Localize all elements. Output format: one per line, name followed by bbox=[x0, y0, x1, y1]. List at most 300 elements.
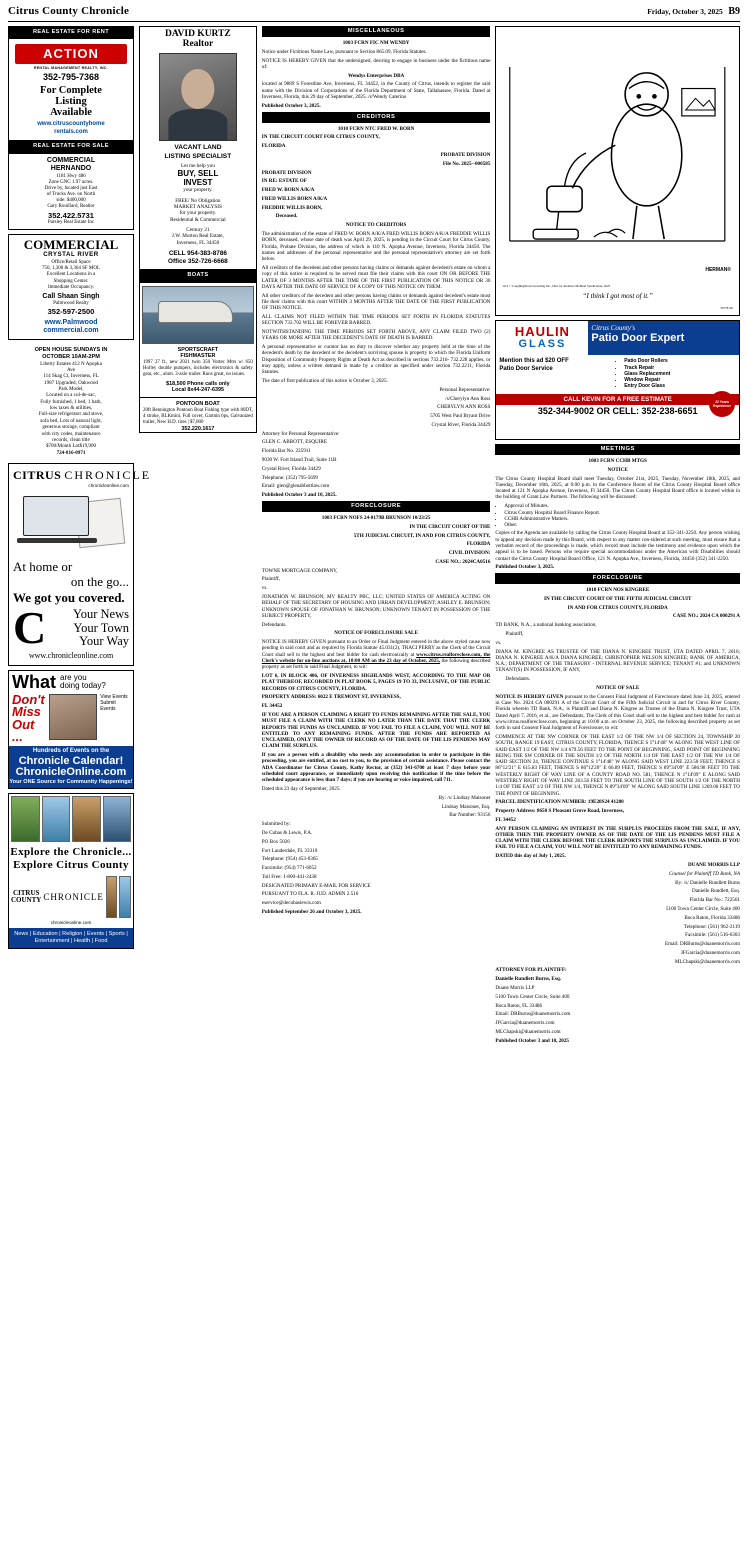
glass-logo bbox=[496, 321, 588, 355]
column-1 bbox=[8, 26, 152, 1046]
cred-p3: All other creditors of the decedent and other persons having claims or demands against decedent's estate must file their claims with this court WITHIN 3 MONTHS AFTER THE DATE OF THE FIRST PUBLICATION OF THIS NOTICE. bbox=[261, 292, 491, 312]
action-url-line-1[interactable]: www.citruscountyhome bbox=[37, 121, 105, 128]
fc3-defendants-label: Defendants. bbox=[261, 621, 287, 628]
ad-commercial-hernando[interactable] bbox=[8, 153, 134, 230]
ad-haulin-glass[interactable] bbox=[495, 320, 740, 440]
fc4-title: NOTICE OF SALE bbox=[596, 685, 640, 691]
fc4-atty-addr2: Boca Raton, FL 33486 bbox=[495, 1002, 543, 1009]
fc4-address-2: FL 34452 bbox=[495, 816, 516, 823]
explore-bottom bbox=[9, 874, 133, 920]
fc4-sig-7: Facsimile: (561) 516-6303 bbox=[685, 932, 740, 939]
what-bullets bbox=[100, 694, 130, 712]
mtg-published: Published October 3, 2025. bbox=[495, 564, 555, 571]
laptop-base bbox=[17, 538, 97, 543]
cred-pr-sig: /s/Cherylyn Ann Ross bbox=[445, 395, 491, 402]
fc4-sig-1: By: /s/ Danielle Rundlett Burns bbox=[675, 879, 740, 886]
fic-published: Published October 3, 2025. bbox=[261, 102, 321, 109]
ch-title-2: HERNANDO bbox=[50, 165, 92, 173]
kurtz-free-4: Residential & Commercial bbox=[170, 216, 226, 223]
cred-division: PROBATE DIVISION bbox=[440, 152, 491, 158]
fc4-address-1: Property Address: 8650 S Pleasant Grove Road, Inverness, bbox=[495, 808, 625, 815]
mtg-bullets bbox=[504, 503, 740, 528]
column-2 bbox=[139, 26, 257, 1046]
ad-david-kurtz-realtor[interactable] bbox=[139, 26, 257, 270]
fic-business-name: Wendys Enterprises DBA bbox=[347, 72, 405, 79]
cred-published: Published October 3 and 10, 2025. bbox=[261, 492, 337, 499]
ch-line-4: of Trucks Ave. on North bbox=[46, 192, 96, 198]
glass-body bbox=[496, 355, 739, 393]
action-line-2: Listing bbox=[55, 96, 87, 108]
cred-p7: The date of first publication of this notice is October 3, 2025. bbox=[261, 377, 388, 384]
explore-url[interactable]: chronicleonline.com bbox=[50, 920, 92, 926]
fc4-vs: vs. bbox=[495, 639, 502, 646]
comic-herman bbox=[495, 26, 740, 316]
section-foreclosure-col3: FORECLOSURE bbox=[262, 501, 491, 512]
oh-line: records, clean title bbox=[52, 436, 90, 443]
kurtz-vacant-2: LISTING SPECIALIST bbox=[164, 153, 232, 161]
explore-nav-strip[interactable]: News | Education | Religion | Events | Sports | Entertainment | Health | Food bbox=[9, 928, 133, 948]
glass-experience-badge: 22 Years Experience bbox=[709, 391, 735, 417]
fc3-court-3: FLORIDA bbox=[466, 541, 491, 548]
dontmiss-3: Out ... bbox=[12, 716, 35, 745]
fc3-vs: vs. bbox=[261, 585, 268, 592]
ccr-head: COMMERCIAL bbox=[23, 236, 119, 252]
notice-meetings bbox=[495, 458, 740, 571]
fc4-plaintiff: TD BANK, N.A., a national banking association, bbox=[495, 622, 597, 629]
ch-line-2: Zone GNC 1.97 acres. bbox=[48, 180, 94, 186]
fic-line-3: located at 9889 S Forestline Ave, Inverness, FL 34452, in the County of Citrus, intends to register the said name with the Division of Corporations of the Florida Department of State, Tallahassee, Florida. Dated at Inverness, Florida, this 29 day of September, 2025. /s/Wendy Caterino bbox=[261, 81, 491, 101]
fc3-plaintiff: TOWNE MORTGAGE COMPANY, bbox=[261, 567, 338, 574]
fc3-firm-4: Telephone: (954) 453-0365 bbox=[261, 856, 318, 863]
kurtz-your-property: your property. bbox=[183, 187, 213, 194]
glass-offer-2: Patio Door Service bbox=[499, 365, 553, 372]
mtg-bullet: • Citrus County Hospital Board Finance Report. bbox=[504, 510, 740, 516]
explore-logo-chronicle: CHRONICLE bbox=[43, 891, 104, 902]
comic-signature: HERMAN® bbox=[705, 266, 731, 273]
what-a2: doing today? bbox=[60, 681, 106, 691]
boat-title-2: FISHMASTER bbox=[180, 353, 216, 360]
fc3-firm-7: DESIGNATED PRIMARY E-MAIL FOR SERVICE bbox=[261, 882, 371, 889]
ccr-line-4: Shopping Center. bbox=[53, 278, 89, 284]
fc3-court-2: 5TH JUDICIAL CIRCUIT, IN AND FOR CITRUS COUNTY, bbox=[353, 532, 491, 539]
explore-image-5 bbox=[106, 876, 118, 918]
explore-title-text-1: Explore the Chronicle... bbox=[10, 845, 132, 858]
fc3-firm-9: eservice@decubaslewis.com bbox=[261, 900, 321, 907]
pontoon-phone[interactable]: 352.220.1617 bbox=[181, 425, 215, 432]
oh-body bbox=[10, 361, 132, 456]
oh-line: 1987 Upgraded, Oakwood bbox=[44, 379, 98, 386]
pontoon-description: 20ft Bennington Pontoon Boat Fishing type with 80DT, 4 stroke, BLKmini, Full cover, Garmin 6ps, Galvanized trailer, New H.D. tires | $7,800 bbox=[143, 407, 253, 425]
kurtz-buysell: BUY, SELL bbox=[177, 168, 219, 178]
cred-name-1: FRED W. BORN A/K/A bbox=[261, 187, 315, 194]
explore-image-2 bbox=[42, 796, 71, 842]
fc4-atty-email3: MLChapski@duanemorris.com bbox=[495, 1028, 561, 1035]
laptop-illustration bbox=[13, 492, 129, 556]
section-miscellaneous: MISCELLANEOUS bbox=[262, 26, 491, 37]
explore-images bbox=[9, 794, 133, 844]
fc3-firm-1: De Cubas & Lewis, P.A. bbox=[261, 829, 313, 836]
oh-line: low taxes & utilities, bbox=[49, 405, 93, 412]
yournews-block bbox=[13, 602, 129, 654]
action-subtitle: RENTAL MANAGEMENT REALTY, INC. bbox=[33, 65, 109, 70]
bullet-submit-events[interactable]: Submit Events bbox=[100, 700, 116, 713]
explore-title-1 bbox=[9, 844, 133, 875]
explore-image-6 bbox=[119, 876, 131, 918]
kurtz-century: Century 21 bbox=[186, 227, 210, 234]
ad-action-rental-management[interactable] bbox=[8, 38, 134, 141]
fc4-sig-9: JFGarcia@duanemorris.com bbox=[680, 949, 740, 956]
fc4-sig-8: Email: DRBurns@duanemorris.com bbox=[665, 941, 740, 948]
oh-line: Located on a cul-de-sac, bbox=[46, 392, 96, 399]
notice-fictitious-name bbox=[262, 40, 491, 109]
fc4-sig-6: Telephone: (561) 962-2119 bbox=[684, 923, 740, 930]
oh-line: Liberty Estates 412 N Apopka bbox=[40, 360, 102, 367]
ad-open-house[interactable] bbox=[8, 344, 134, 459]
glass-offer-block bbox=[499, 358, 611, 390]
glass-service-item: • Track Repair bbox=[624, 365, 736, 371]
ccr-sub: CRYSTAL RIVER bbox=[43, 250, 99, 258]
masthead-date: Friday, October 3, 2025 bbox=[647, 6, 723, 16]
kurtz-cell-phone[interactable]: CELL 954-383-8786 bbox=[168, 250, 227, 258]
fc4-counsel: Counsel for Plaintiff TD Bank, NA bbox=[668, 870, 740, 877]
mtg-p1: The Citrus County Hospital Board shall meet Tuesday, October 21st, 2025, Tuesday, November 18th, 2025, and Tuesday, December 16th, 2025, at 6:00 p.m. in the Conference Room of the Citrus County Hospital Board office located at 121 N Apopka Avenue, Inverness, Fl 34450. The Citrus County Hospital Board office is located within in the building of Grant Law Partners. The following will be discussed: bbox=[495, 475, 740, 501]
section-meetings: MEETINGS bbox=[495, 444, 740, 455]
oh-phone[interactable]: 724-816-0971 bbox=[56, 449, 86, 456]
ch-line-5: side. $400,000 bbox=[56, 198, 86, 204]
athome-line-1: At home or bbox=[13, 559, 73, 575]
cred-name-3: FREDDIE WILLIS BORN, bbox=[261, 204, 323, 211]
chronicle-logo-citrus: CITRUS bbox=[13, 467, 62, 482]
what-blue-2: Chronicle Calendar! bbox=[18, 754, 124, 767]
glass-service-item: • Window Repair bbox=[624, 377, 736, 383]
glass-service-item: • Patio Door Rollers bbox=[624, 358, 736, 364]
mtg-subtitle: NOTICE bbox=[607, 466, 628, 473]
fc4-case-no: CASE NO.: 2024 CA 000291 A bbox=[672, 613, 740, 620]
yournews-2: Your Town bbox=[73, 620, 129, 635]
fc3-court-4: CIVIL DIVISION: bbox=[448, 550, 491, 557]
fc4-atty-email1: Email: DRBurns@duanemorris.com bbox=[495, 1011, 571, 1018]
notice-foreclosure-brunson bbox=[262, 515, 491, 915]
mtg-number: 1003 FCRN CCHB MTGS bbox=[588, 458, 647, 465]
fc3-ada-notice: If you are a person with a disability who needs any accommodation in order to participate in this proceeding, you are entitled, at no cost to you, to the provision of certain assistance. Please contact the ADA Coordinator for Citrus County, Kathy Rector, at (352) 341-6700 at least 7 days before your scheduled court appearance, or immediately upon receiving this notification if the time before the scheduled appearance is less than 7 days; if you are hearing or voice impaired, call 711. bbox=[261, 752, 491, 784]
action-line-3: Available bbox=[50, 107, 92, 119]
person-photo bbox=[49, 694, 97, 740]
comic-code: 59778102 bbox=[720, 306, 733, 311]
fic-number: 1003 FCRN FIC NM WENDY bbox=[342, 40, 410, 47]
cred-atty-addr2: Crystal River, Florida 34429 bbox=[261, 465, 321, 472]
oh-head-2: OCTOBER 10AM-2PM bbox=[42, 353, 100, 360]
kurtz-free-1: FREE/ No Obligation bbox=[175, 197, 221, 204]
fc4-atty-email2: JFGarcia@duanemorris.com bbox=[495, 1020, 555, 1027]
fc3-published: Published September 26 and October 3, 2025. bbox=[261, 909, 362, 915]
glass-cta[interactable]: CALL KEVIN FOR A FREE ESTIMATE bbox=[496, 394, 739, 406]
cred-pr-addr1: 5705 West Paul Bryant Drive bbox=[430, 413, 491, 420]
ch-line-6: Gary Rouillard, Realtor bbox=[47, 204, 95, 210]
fc3-number: 1003 FCRN NOFS 24-0179B BRUNSON 10/23/25 bbox=[321, 514, 431, 521]
kurtz-vacant-1: VACANT LAND bbox=[174, 143, 222, 151]
cred-pr-name: CHERYLYN ANN ROSS bbox=[436, 404, 491, 411]
cred-pr-addr2: Crystal River, Florida 34429 bbox=[431, 421, 491, 428]
fc3-firm-6: Toll Free: 1-800-441-2438 bbox=[261, 873, 317, 880]
cred-file-no: File No. 2025--000585 bbox=[442, 160, 491, 167]
explore-image-1 bbox=[11, 796, 40, 842]
ch-line-3: Drive by, located just East bbox=[44, 186, 98, 192]
ccr-url-2[interactable]: commercial.com bbox=[43, 327, 99, 335]
ad-commercial-crystal-river[interactable] bbox=[8, 234, 134, 340]
fc3-sig-1: By: /s/ Lindsay Maisonet bbox=[438, 794, 491, 801]
kurtz-role: Realtor bbox=[182, 38, 214, 49]
explore-logo-county: COUNTY bbox=[11, 896, 42, 905]
fc4-body-rest: pursuant to the Consent Final Judgment of Foreclosure dated June 24, 2025, entered in Case No. 2024 CA 000291 A of the Circuit Court of the Fifth Judicial Circuit in and for Citrus River County, Florida wherein TD Bank, N.A., is Plaintiff and Diana N. Kingree as Trustee of the Diana N. Kingree Trust, UTA Dated April 7, 2016, et al., are Defendants, The Clerk of this Court shall sell to the highest and best bidder for cash at www.citrus.realforeclose.com, beginning at 10:00 a.m. on October 23, 2025, the following described property as set forth in said Consent Final Judgment of Foreclosure, to wit: bbox=[495, 693, 740, 732]
big-c-letter: C bbox=[13, 602, 47, 654]
fc3-address-2: FL 34452 bbox=[261, 703, 283, 710]
bullet-view-events[interactable]: View Events bbox=[100, 694, 128, 700]
fc3-claim-notice: IF YOU ARE A PERSON CLAIMING A RIGHT TO FUNDS REMAINING AFTER THE SALE, YOU MUST FILE A CLAIM WITH THE CLERK NO LATER THAN THE DATE THAT THE CLERK REPORTS THE FUNDS AS UNCLAIMED. IF YOU FAIL TO FILE A CLAIM, YOU WILL NOT BE ENTITLED TO ANY REMAINING FUNDS. AFTER THE FUNDS ARE REPORTED AS UNCLAIMED, ONLY THE OWNER OF RECORD AS OF THE DATE OF THE LIS PENDENS MAY CLAIM THE SURPLUS. bbox=[261, 711, 491, 750]
glass-headline bbox=[588, 321, 739, 355]
ccr-url-1[interactable]: www.Palmwood bbox=[44, 318, 98, 326]
cred-inre: IN RE: ESTATE OF bbox=[261, 178, 307, 185]
ccr-line-1: Office/Retail Space bbox=[51, 260, 91, 266]
fc3-dated: Dated this 23 day of September, 2025. bbox=[261, 786, 341, 793]
cred-atty-email: Email: glen@glenabbottlaw.com bbox=[261, 483, 330, 490]
glass-service-item: • Glass Replacement bbox=[624, 371, 736, 377]
fc3-title: NOTICE OF FORECLOSURE SALE bbox=[334, 630, 418, 637]
fc4-sig-4: 5100 Town Center Circle, Suite 400 bbox=[665, 905, 740, 912]
fc4-body-lead: NOTICE IS HEREBY GIVEN bbox=[495, 693, 564, 700]
wegot-line: We got you covered. bbox=[13, 590, 125, 606]
kurtz-office-1: J.W. Morton Real Estate, bbox=[171, 233, 224, 240]
oh-line: sofa bed, Lots of natural light, bbox=[40, 417, 102, 424]
fc3-legal-description: LOT 6, IN BLOCK 406, OF INVERNESS HIGHLANDS WEST, ACCORDING TO THE MAP OR PLAT THEREOF, RECORDED IN PLAT BOOK 5, PAGES 19 TO 33, INCLUSIVE, OF THE PUBLIC RECORDS OF CITRUS COUNTY, FLORIDA. bbox=[261, 673, 491, 692]
col4-legal bbox=[495, 444, 740, 1044]
glass-top bbox=[496, 321, 739, 355]
mtg-bullet: • Other. bbox=[504, 522, 740, 528]
explore-logo bbox=[11, 876, 41, 918]
ch-phone[interactable]: 352.422.5731 bbox=[48, 210, 94, 220]
dontmiss-text bbox=[12, 694, 46, 743]
fc4-sig-2: Danielle Rundlett, Esq. bbox=[692, 888, 740, 895]
what-text bbox=[12, 671, 56, 692]
cred-atty-name: GLEN C. ABBOTT, ESQUIRE bbox=[261, 439, 327, 446]
cred-court-2: FLORIDA bbox=[261, 143, 286, 150]
fc4-claim-notice: ANY PERSON CLAIMING AN INTEREST IN THE SURPLUS PROCEEDS FROM THE SALE, IF ANY, OTHER THEN THE PROPERTY OWNER AS OF THE DATE OF THE LIS PENDENS MUST FILE A CLAIM WITH THE CLERK BEFORE THE CLERK REPORTS THE SURPLUS AS UNCLAIMED. IF YOU FAIL TO FILE A CLAIM, YOU WILL NOT BE ENTITLED TO ANY REMAINING FUNDS. bbox=[495, 825, 740, 851]
fc3-firm-2: PO Box 5026 bbox=[261, 838, 290, 845]
kurtz-free-2: MARKET ANALYSIS bbox=[173, 204, 222, 211]
section-real-estate-for-sale: REAL ESTATE FOR SALE bbox=[8, 141, 134, 153]
fc4-dated: DATED this day of July 1, 2025. bbox=[495, 853, 566, 860]
chronicle-website[interactable]: www.chronicleonline.com bbox=[28, 651, 114, 661]
comic-caption: “I think I got most of it.” bbox=[582, 292, 653, 301]
fc4-sig-10: MLChapski@duanemorris.com bbox=[674, 958, 740, 965]
glass-logo-haulin: HAULIN bbox=[514, 324, 570, 339]
yournews-lines bbox=[73, 608, 129, 649]
boat-phone[interactable]: Local 8x44-247-6395 bbox=[171, 387, 224, 394]
laptop-screen bbox=[23, 496, 89, 536]
ccr-phone[interactable]: 352-597-2500 bbox=[47, 307, 95, 317]
boat-title-1: SPORTSCRAFT bbox=[177, 346, 219, 353]
fc3-case-no: CASE NO.: 2024CA0516 bbox=[435, 558, 491, 565]
fc3-address-1: PROPERTY ADDRESS: 6022 E TREMONT ST, INVERNESS, bbox=[261, 694, 401, 701]
fc3-defendants: JONATHON W. BRUNSON; MV REALTY PBC, LLC; UNITED STATES OF AMERICA ACTING ON BEHALF OF THE SECRETARY OF HOUSING AND URBAN DEVELOPMENT; ASHLEY E. BRUNSON; UNKNOWN SPOUSE OF JONATHAN W. BRUNSON; UNKNOWN TENANT IN POSSESSION OF THE SUBJECT PROPERTY, bbox=[261, 593, 491, 619]
ad-explore-chronicle[interactable] bbox=[8, 793, 134, 949]
fc3-body-2: the following described property as set forth in said Final Judgment, to wit: bbox=[261, 658, 491, 671]
what-blue-3[interactable]: ChronicleOnline.com bbox=[15, 766, 127, 779]
page-number: B9 bbox=[728, 5, 740, 17]
explore-image-3 bbox=[72, 796, 101, 842]
kurtz-photo bbox=[159, 53, 237, 141]
dontmiss-1: Don't bbox=[12, 692, 45, 707]
comic-artwork bbox=[500, 31, 735, 279]
cred-p5: NOTWITHSTANDING THE TIME PERIODS SET FORTH ABOVE, ANY CLAIM FILED TWO (2) YEARS OR MORE AFTER THE DECEDENT'S DATE OF DEATH IS BARRED. bbox=[261, 328, 491, 342]
chronicle-logo bbox=[13, 467, 152, 483]
explore-logo-citrus: CITRUS bbox=[12, 889, 40, 898]
ad-chronicle-calendar[interactable] bbox=[8, 670, 134, 789]
cred-atty-addr1: 9030 W. Fort Island Trail, Suite 11B bbox=[261, 456, 337, 463]
oh-line: Full-size refrigerator and stove, bbox=[38, 411, 104, 418]
mtg-bullet: • CCHB Administrative Matters. bbox=[504, 516, 740, 522]
comic-credit: 10-3 © LaughingStock Licensing Inc., Dist. by Andrews McMeel Syndication, 2025 bbox=[502, 284, 611, 289]
mtg-bullet: • Approval of Minutes. bbox=[504, 503, 740, 509]
notice-foreclosure-kingree bbox=[495, 587, 740, 1044]
ch-line-1: 1181 Hwy 486 bbox=[56, 173, 86, 179]
mtg-p2: Copies of the Agenda are available by calling the Citrus County Hospital Board at 352-341-2250. Any person wishing to appeal any decision made by this Board, with respect to any matter con-sidered at such meeting, must ensure that a verbatim record of the proceedings is made, which record must include the testimony and evidence upon which the appeal is to be based. Persons who require special accommodations under the American with Disabilities should contact the Citrus County Hospital Board Office, 121 N. Apopka Ave., Inverness, Florida, 34450 (352) 341-2250. bbox=[495, 530, 740, 562]
boat-price: $18,500 Phone calls only bbox=[166, 380, 230, 387]
explore-logo-chronicle-wrap bbox=[43, 876, 104, 918]
cred-atty-bar: Florida Bar No. 235911 bbox=[261, 448, 311, 455]
fc3-sig-2: Lindsay Maisonet, Esq. bbox=[441, 803, 491, 810]
glass-offer-1: Mention this ad $20 OFF bbox=[499, 358, 569, 365]
cred-atty-label: Attorney for Personal Representative: bbox=[261, 430, 340, 437]
fc4-firm: DUANE MORRIS LLP bbox=[688, 862, 740, 869]
oh-line: Fully furnished, 1 bed, 1 bath, bbox=[40, 398, 102, 405]
explore-title-text-2: Explore Citrus County bbox=[13, 859, 129, 871]
what-blue-4: Your ONE Source for Community Happenings! bbox=[9, 778, 133, 785]
fc3-submitted: Submitted by: bbox=[261, 821, 291, 828]
fc4-plaintiff-label: Plaintiff, bbox=[505, 631, 524, 638]
masthead-right bbox=[647, 6, 740, 18]
oh-line: Park Model, bbox=[58, 386, 84, 392]
cred-title: NOTICE TO CREDITORS bbox=[345, 222, 407, 229]
cred-probate-division: PROBATE DIVISION bbox=[261, 169, 312, 176]
section-creditors: CREDITORS bbox=[262, 112, 491, 123]
fc3-body-1: NOTICE IS HEREBY GIVEN pursuant to an Order or Final Judgment entered in the above styled cause now pending in said court and as required by Florida Statute 45.031(2), TRACI PERRY as the Clerk of the Circuit Court shall sell to the highest and best bidder for cash electronically at bbox=[261, 639, 491, 658]
what-middle bbox=[9, 694, 133, 746]
column-grid bbox=[8, 26, 740, 1046]
action-logo: ACTION bbox=[15, 44, 127, 64]
section-foreclosure-col4: FORECLOSURE bbox=[495, 573, 740, 584]
pontoon-title: PONTOON BOAT bbox=[176, 401, 220, 408]
dontmiss-2: Miss bbox=[12, 704, 41, 720]
what-top bbox=[9, 671, 133, 694]
fc4-court-2: IN AND FOR CITRUS COUNTY, FLORIDA bbox=[567, 604, 668, 611]
what-a1: are you bbox=[60, 672, 87, 682]
athome-line-2: on the go... bbox=[70, 574, 129, 590]
boat-description: 1997 27 ft., new 2021 twin 350 Vortec Mtrs w/ 650 Holley double pumpers, includes electronics & safety gear, etc., alum. 3-axle trailer. Runs great, no issues. bbox=[143, 359, 253, 377]
fc4-court-1: IN THE CIRCUIT COURT OF THE FIFTH JUDICIAL CIRCUIT bbox=[543, 595, 692, 602]
fc4-legal-description: COMMENCE AT THE NW CORNER OF THE EAST 1/2 OF THE NW 1/4 OF SECTION 24, TOWNSHIP 20 SOUTH, RANGE 19 EAST, CITRUS COUNTY, FLORIDA, THENCE S 1°14'48" W ALONG THE WEST LINE OF SAID EAST 1/2 OF THE NW 1/4 679.56 FEET TO THE POINT OF BEGINNING, SAID POINT OF BEGINNING BEING THE SW CORNER OF THE SOUTH 1/2 OF THE NORTH 1/4 OF THE EAST 1/2 OF THE NW 1/4 OF SAID SECTION 24, THENCE CONTINUE S 1°14'48" W ALONG SAID WEST LINE 223.50 FEET, THENCE S 86°12'21" E 615.83 FEET, THENCE S 86°12'20" E 66.89 FEET, THENCE S 89°34'09" E 586.98 FEET TO THE WESTERLY RIGHT OF WAY LINE OF A COUNTY ROAD NO. 581, THENCE N 1°14'09" E ALONG SAID WESTERLY RIGHT OF WAY LINE 263.56 FEET TO THE SOUTH LINE OF THE SOUTH 1/2 OF THE NORTH 1/4 OF THE EAST 1/2 OF THE NW 1/4, THENCE N 89°34'09" W ALONG SAID SOUTH LINE 1269.06 FEET TO THE POINT OF BEGINNING. bbox=[495, 733, 740, 797]
cred-p1: The administration of the estate of FRED W. BORN A/K/A FRED WILLIS BORN A/K/A FREDDIE WILLIS BORN, deceased, whose date of death was April 29, 2025, is pending in the Circuit Court for Citrus County, Florida, Probate Division, the address of which is 110 N. Apopka Avenue, Inverness, Florida 34450. The names and addresses of the personal representative and the personal representative's attorney are set forth below. bbox=[261, 231, 491, 263]
cred-p4: ALL CLAIMS NOT FILED WITHIN THE TIME PERIODS SET FORTH IN FLORIDA STATUTES SECTION 733.702 WILL BE FOREVER BARRED. bbox=[261, 313, 491, 327]
fc4-sig-5: Boca Raton, Florida 33486 bbox=[684, 914, 740, 921]
column-4 bbox=[495, 26, 740, 1046]
chronicle-url-small[interactable]: chronicleonline.com bbox=[88, 482, 129, 488]
fc4-atty-addr1: 5100 Town Center Circle, Suite 400 bbox=[495, 993, 570, 1000]
fc3-plaintiff-label: Plaintiff, bbox=[261, 576, 280, 583]
fic-line-2: NOTICE IS HEREBY GIVEN that the undersigned, desiring to engage in business under the fictitious name of: bbox=[261, 57, 491, 70]
section-real-estate-for-rent: REAL ESTATE FOR RENT bbox=[8, 26, 134, 38]
kurtz-name: DAVID KURTZ bbox=[165, 29, 231, 39]
oh-line: generous storage, compliant bbox=[42, 424, 100, 431]
fc4-atty-name: Danielle Rundlett Burns, Esq. bbox=[495, 976, 561, 983]
yournews-1: Your News bbox=[72, 606, 129, 621]
oh-line: $700/Month Lot$19,900 bbox=[45, 443, 97, 450]
ch-title-1: COMMERCIAL bbox=[46, 156, 96, 164]
fc3-sig-3: Bar Number: 93156 bbox=[449, 812, 491, 819]
fc4-defendants: DIANA M. KINGREE AS TRUSTEE OF THE DIANA N. KINGREE TRUST, UTA DATED APRIL 7, 2016; DIANA N. KINGREE A/K/A DIANA KINGREE; CHRISTOPHER NELSON KINGREE; BANK OF AMERICA, N.A.; DEPARTMENT OF THE TREASURY - INTERNAL REVENUE SERVICE; TENANT #1; and UNKNOWN TENANT(S) IN POSSESSION, IF ANY, bbox=[495, 648, 740, 674]
fc4-defendants-label: Defendants. bbox=[505, 676, 531, 683]
comic-svg bbox=[500, 31, 735, 279]
cred-p6: A personal representative or curator has no duty to discover whether any property held at the time of the decedent's death by the decedent or the decedent's surviving spouse is property to which the Florida Uniform Disposition of Community Property Rights at Death Act as described in sections 732.216- 732.228 applies, or may apply, unless a written demand is made by a creditor as specified under section 732.2211, Florida Statutes. bbox=[261, 344, 491, 376]
fc4-number: 1010 FCRN NOS KINGREE bbox=[586, 587, 650, 594]
fc3-firm-8: PURSUANT TO FLA. R. JUD. ADMIN 2.516 bbox=[261, 891, 359, 898]
action-phone[interactable]: 352-795-7368 bbox=[42, 72, 100, 83]
cred-name-2: FRED WILLIS BORN A/K/A bbox=[261, 195, 328, 202]
fc3-court-1: IN THE CIRCUIT COURT OF THE bbox=[409, 523, 491, 530]
fc3-firm-3: Fort Lauderdale, FL 33310 bbox=[261, 847, 318, 854]
oh-line: with city codes, maintenance bbox=[41, 430, 101, 437]
yournews-3: Your Way bbox=[79, 634, 129, 649]
cred-court-1: IN THE CIRCUIT COURT FOR CITRUS COUNTY, bbox=[261, 134, 380, 141]
what-question bbox=[60, 674, 130, 691]
fc4-atty-firm: Duane Morris LLP bbox=[495, 984, 535, 991]
oh-head-1: OPEN HOUSE SUNDAYS IN bbox=[34, 346, 108, 353]
action-url-line-2[interactable]: rentals.com bbox=[54, 128, 88, 135]
fc4-atty-label: ATTORNEY FOR PLAINTIFF: bbox=[495, 967, 567, 974]
kurtz-office-phone[interactable]: Office 352-726-6668 bbox=[168, 257, 228, 265]
cred-deceased: Deceased. bbox=[275, 213, 298, 220]
ad-chronicle-house[interactable] bbox=[8, 463, 152, 666]
fc3-firm-5: Facsimile: (954) 771-6052 bbox=[261, 865, 317, 872]
glass-service-item: • Entry Door Glass bbox=[624, 383, 736, 389]
fc3-body-link[interactable]: www.citrus.realforeclose.com, the Clerk's website for on-line auctions at, 10:00 AM on the 23 day of October, 2025, bbox=[261, 651, 491, 664]
chronicle-logo-chronicle: CHRONICLE bbox=[64, 467, 152, 482]
ch-line-7: Parsley Real Estate Inc bbox=[47, 219, 95, 225]
oh-line: 114 Skag Ct, Inverness, FL bbox=[43, 373, 99, 380]
kurtz-help-line: Let me help you bbox=[180, 163, 215, 170]
ad-boats[interactable] bbox=[139, 282, 257, 433]
glass-phone[interactable]: 352-344-9002 OR CELL: 352-238-6651 bbox=[537, 406, 698, 417]
page-title: Citrus County Chronicle bbox=[8, 4, 130, 17]
fc3-body bbox=[262, 639, 491, 670]
what-blue-1: Hundreds of Events on the bbox=[32, 748, 110, 755]
ccr-line-3: Excellent Locations in a bbox=[46, 272, 96, 278]
column-3 bbox=[262, 26, 491, 1046]
action-line-1: For Complete bbox=[40, 85, 102, 97]
oh-line: Ave bbox=[66, 366, 76, 373]
fc4-body bbox=[495, 694, 740, 732]
fic-line-1: Notice under Fictitious Name Law, pursuant to Section 865.09, Florida Statutes. bbox=[261, 48, 427, 55]
fc4-published: Published October 3 and 10, 2025 bbox=[495, 1037, 570, 1044]
section-boats: BOATS bbox=[139, 270, 257, 282]
what-word: What bbox=[12, 671, 56, 692]
fc4-sig-3: Florida Bar No.: 722561 bbox=[689, 897, 740, 904]
ccr-line-5: Immediate Occupancy. bbox=[47, 284, 95, 290]
kurtz-invest: INVEST bbox=[183, 177, 213, 187]
what-blue-panel bbox=[9, 746, 133, 787]
explore-image-4 bbox=[103, 796, 132, 842]
glass-headline-2: Patio Door Expert bbox=[591, 331, 685, 344]
ccr-call: Call Shaan Singh bbox=[42, 292, 100, 300]
